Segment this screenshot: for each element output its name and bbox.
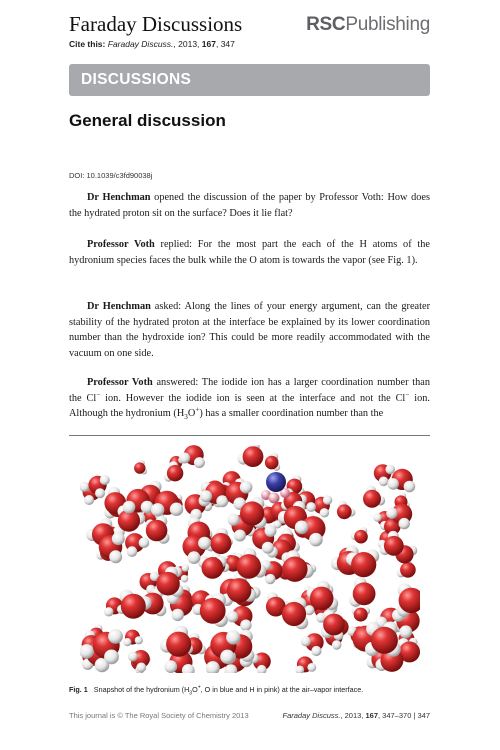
hydrogen-atom [128,652,138,662]
water-molecule [252,525,276,554]
hydronium-hydrogen [269,493,280,504]
cite-volume: 167 [201,39,216,49]
hydrogen-atom [301,636,311,646]
hydrogen-atom [240,481,253,494]
hydrogen-atom [188,551,201,564]
paragraph-3 [69,299,430,362]
water-molecule [337,501,356,519]
paragraph-text: ) has a smaller coordination number than the [199,408,384,420]
water-molecule [134,460,147,475]
oxygen-atom [400,562,416,578]
cite-year: , 2013, [173,39,202,49]
oxygen-atom [354,530,368,544]
publisher-logo [306,14,430,36]
hydrogen-atom [100,475,110,485]
oxygen-atom [371,627,398,654]
oxygen-atom [237,554,262,579]
hydrogen-atom [123,638,131,646]
superscript: − [405,390,410,399]
footer-year: , 2013, [340,711,366,720]
hydrogen-atom [404,481,416,493]
footer-copyright: This journal is © The Royal Society of Chemistry 2013 [69,711,249,720]
paper-title: General discussion [69,111,226,130]
hydrogen-atom [265,574,275,584]
hydrogen-atom [164,660,177,673]
hydrogen-atom [306,502,316,512]
water-molecule [198,556,227,579]
footer-citation [283,711,430,720]
hydrogen-atom [95,488,105,498]
oxygen-atom [363,490,381,508]
hydrogen-atom [172,609,184,621]
speaker: Professor Voth [87,377,153,388]
paragraph-4 [69,375,430,422]
hydrogen-atom [265,525,277,537]
oxygen-atom [240,501,264,525]
water-molecule [123,630,143,647]
oxygen-atom [337,504,352,519]
superscript: − [96,390,101,399]
oxygen-atom [200,598,226,624]
footer-volume: 167 [365,711,378,720]
hydrogen-atom [385,465,395,475]
water-molecule [120,590,152,619]
caption-label: Fig. 1 [69,685,88,694]
hydrogen-atom [84,495,94,505]
hydrogen-atom [136,663,146,673]
oxygen-atom [384,536,404,556]
oxygen-atom [265,456,279,470]
section-divider [69,435,430,436]
molecular-snapshot-figure [80,445,420,673]
water-molecule [397,583,420,617]
oxygen-atom [282,602,306,626]
oxygen-atom [210,533,231,554]
speaker: Dr Henchman [87,301,151,312]
publisher-rsc: RSC [306,14,346,35]
hydrogen-atom [194,457,205,468]
oxygen-atom [227,578,252,603]
cite-pages: , 347 [215,39,235,49]
oxygen-atom [167,465,183,481]
caption-text: Snapshot of the hydronium (H [93,685,190,694]
hydrogen-atom [181,575,189,583]
hydrogen-atom [104,607,113,616]
hydrogen-atom [127,546,138,557]
oxygen-atom [351,552,376,577]
hydrogen-atom [80,644,94,659]
hydrogen-atom [135,636,143,644]
water-molecule [265,453,280,471]
hydrogen-atom [227,611,238,622]
hydrogen-atom [170,503,183,516]
oxygen-atom [166,632,191,657]
hydrogen-atom [234,530,246,542]
water-molecule [363,485,385,507]
figure-caption [69,684,364,697]
hydrogen-atom [220,650,234,664]
water-molecule [179,445,205,468]
paragraph-text: ion. However the iodide ion is seen at the interface and not the Cl [100,392,406,404]
cite-label: Cite this: [69,39,106,49]
water-molecule [351,527,368,543]
subscript: 3 [189,690,193,697]
water-molecule [125,533,149,557]
publisher-word: Publishing [345,14,430,35]
water-molecule [352,607,371,622]
oxygen-atom [354,608,368,622]
hydrogen-atom [226,630,240,644]
oxygen-atom [353,582,376,605]
oxygen-atom [121,594,146,619]
subscript: 3 [184,413,188,422]
paragraph-text: answered: The iodide ion has a larger coordination number than the Cl [69,377,430,404]
hydrogen-atom [386,508,397,519]
water-molecule [295,656,316,673]
hydrogen-atom [373,513,381,521]
water-molecule [310,581,338,610]
paragraph-1 [69,190,430,221]
paragraph-text: opened the discussion of the paper by Professor Voth: How does the hydrated proton sit on the surface? Does it lie flat? [69,192,430,219]
hydrogen-atom [112,532,125,545]
cite-journal: Faraday Discuss. [107,39,174,49]
page-footer [69,711,430,720]
paragraph-text: O [187,408,196,420]
footer-journal: Faraday Discuss. [282,711,341,720]
water-molecule [282,550,314,582]
doi: DOI: 10.1039/c3fd90038j [69,171,153,180]
hydrogen-atom [311,646,321,656]
superscript: + [195,405,200,414]
water-molecule [301,633,324,656]
hydrogen-atom [399,518,410,529]
hydrogen-atom [320,508,329,517]
footer-pages: , 347–370 | 347 [378,711,430,720]
oxygen-atom [156,572,180,596]
oxygen-atom [202,557,224,579]
hydrogen-atom [332,640,342,650]
oxygen-atom [243,446,264,467]
citation-line [69,39,235,49]
hydrogen-atom [151,503,164,516]
hydrogen-atom [200,490,212,502]
water-molecule [238,445,264,467]
water-molecule [349,577,375,607]
oxygen-atom [134,462,145,473]
paragraph-text: ion. Although the hydronium (H [69,392,430,420]
water-molecule [160,626,191,657]
hydrogen-atom [123,501,136,514]
oxygen-atom [282,557,307,582]
hydrogen-atom [262,542,274,554]
hydrogen-atom [179,453,190,464]
hydronium-oxygen [266,472,286,492]
hydrogen-atom [108,629,123,644]
caption-text: , O in blue and H in pink) at the air–vapor interface. [200,685,364,694]
hydrogen-atom [295,521,309,535]
hydrogen-atom [228,514,240,526]
paragraph-text: replied: For the most part the each of the H atoms of the hydronium species faces the bulk while the O atom is towards the vapor (see Fig. 1). [69,239,430,266]
superscript: + [197,684,201,691]
hydrogen-atom [379,477,389,487]
hydrogen-atom [139,537,150,548]
hydrogen-atom [240,620,251,631]
oxygen-atom [323,614,345,636]
oxygen-atom [310,587,334,611]
hydrogen-atom [198,537,211,550]
paragraph-text: asked: Along the lines of your energy argument, can the greater stability of the hydrated proton at the interface be explained by its lower coordination number than the hydroxide ion? This could be more readily accommodated with the vacuum on one side. [69,301,430,360]
speaker: Dr Henchman [87,192,151,203]
hydrogen-atom [309,533,323,547]
hydrogen-atom [307,663,316,672]
paragraph-2 [69,237,430,268]
section-banner [69,64,430,96]
journal-title: Faraday Discussions [69,12,243,36]
caption-text: O [192,685,198,694]
hydrogen-atom [104,650,119,665]
hydrogen-atom [182,564,190,572]
hydrogen-atom [109,550,122,563]
hydrogen-atom [387,478,399,490]
water-molecule [227,606,253,631]
section-banner-label: DISCUSSIONS [81,71,192,88]
hydrogen-atom [399,625,412,638]
speaker: Professor Voth [87,239,155,250]
oxygen-atom [146,520,168,542]
hydrogen-atom [323,495,332,504]
